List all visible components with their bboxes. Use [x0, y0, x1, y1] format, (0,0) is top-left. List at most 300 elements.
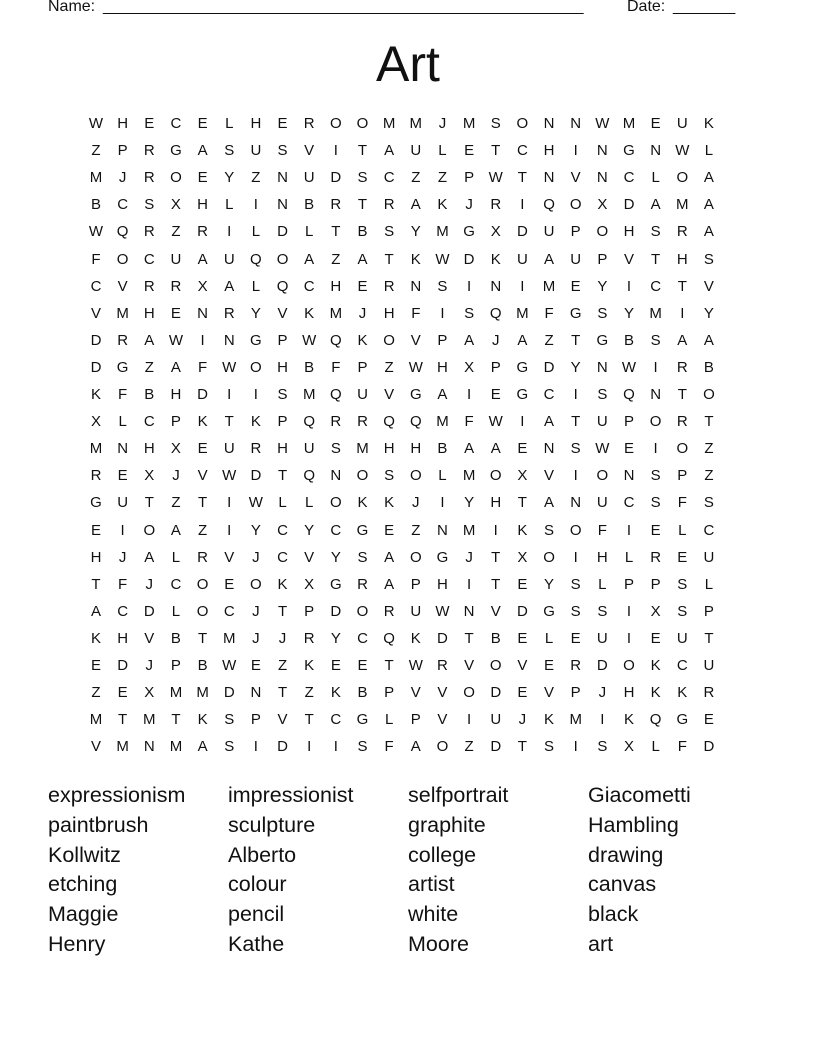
- grid-letter[interactable]: A: [703, 196, 714, 214]
- grid-letter[interactable]: V: [517, 657, 528, 674]
- grid-letter[interactable]: O: [516, 115, 529, 132]
- grid-letter[interactable]: S: [703, 494, 714, 512]
- grid-letter[interactable]: Z: [464, 738, 474, 756]
- grid-letter[interactable]: Z: [251, 169, 261, 187]
- grid-letter[interactable]: I: [520, 413, 525, 431]
- grid-letter[interactable]: F: [331, 358, 341, 376]
- grid-letter[interactable]: S: [384, 223, 395, 241]
- grid-letter[interactable]: S: [277, 142, 288, 160]
- grid-letter[interactable]: M: [676, 196, 689, 214]
- grid-letter[interactable]: I: [573, 738, 578, 756]
- grid-letter[interactable]: C: [90, 277, 102, 295]
- grid-letter[interactable]: J: [118, 169, 127, 187]
- grid-letter[interactable]: S: [597, 304, 608, 322]
- grid-letter[interactable]: V: [623, 250, 634, 268]
- grid-letter[interactable]: T: [277, 602, 288, 620]
- grid-letter[interactable]: A: [384, 575, 395, 593]
- grid-letter[interactable]: J: [172, 467, 180, 485]
- grid-letter[interactable]: A: [357, 250, 368, 268]
- grid-letter[interactable]: M: [516, 304, 529, 322]
- grid-letter[interactable]: A: [703, 169, 714, 187]
- grid-letter[interactable]: T: [357, 196, 368, 214]
- grid-letter[interactable]: A: [490, 440, 501, 458]
- grid-letter[interactable]: O: [356, 115, 369, 132]
- grid-letter[interactable]: A: [544, 413, 555, 431]
- grid-letter[interactable]: S: [597, 602, 608, 620]
- grid-letter[interactable]: R: [383, 602, 395, 620]
- grid-letter[interactable]: H: [437, 575, 448, 593]
- grid-letter[interactable]: V: [277, 711, 288, 729]
- grid-letter[interactable]: D: [623, 196, 635, 214]
- grid-letter[interactable]: Z: [171, 223, 181, 241]
- grid-letter[interactable]: P: [357, 358, 368, 376]
- grid-letter[interactable]: F: [677, 738, 687, 756]
- grid-letter[interactable]: C: [143, 250, 155, 268]
- grid-letter[interactable]: M: [436, 413, 449, 431]
- grid-letter[interactable]: W: [595, 440, 610, 458]
- grid-letter[interactable]: T: [704, 629, 714, 647]
- grid-letter[interactable]: Y: [623, 304, 634, 322]
- grid-letter[interactable]: I: [253, 196, 258, 214]
- grid-letter[interactable]: T: [144, 494, 154, 512]
- grid-letter[interactable]: R: [143, 142, 155, 160]
- grid-letter[interactable]: D: [117, 657, 129, 674]
- grid-letter[interactable]: Z: [91, 684, 101, 702]
- grid-letter[interactable]: I: [653, 358, 658, 376]
- grid-letter[interactable]: B: [304, 358, 315, 376]
- grid-letter[interactable]: U: [676, 629, 688, 647]
- grid-letter[interactable]: K: [410, 629, 421, 647]
- grid-letter[interactable]: D: [490, 684, 502, 702]
- grid-letter[interactable]: E: [384, 521, 395, 539]
- grid-letter[interactable]: S: [224, 711, 235, 729]
- grid-letter[interactable]: V: [197, 467, 208, 485]
- grid-letter[interactable]: M: [622, 115, 636, 132]
- grid-letter[interactable]: M: [116, 304, 129, 322]
- grid-letter[interactable]: T: [517, 494, 527, 512]
- grid-letter[interactable]: P: [117, 142, 128, 160]
- grid-letter[interactable]: N: [596, 169, 608, 187]
- grid-letter[interactable]: D: [330, 169, 342, 187]
- grid-letter[interactable]: J: [252, 548, 260, 566]
- grid-letter[interactable]: U: [303, 440, 315, 458]
- grid-letter[interactable]: C: [623, 494, 635, 512]
- grid-letter[interactable]: J: [145, 657, 154, 674]
- grid-letter[interactable]: N: [596, 142, 608, 160]
- grid-letter[interactable]: A: [197, 738, 208, 756]
- grid-letter[interactable]: B: [197, 657, 208, 674]
- grid-letter[interactable]: V: [410, 331, 421, 349]
- grid-letter[interactable]: Y: [304, 521, 315, 539]
- grid-letter[interactable]: C: [676, 657, 688, 674]
- grid-letter[interactable]: C: [650, 277, 662, 295]
- grid-letter[interactable]: I: [253, 386, 258, 403]
- grid-letter[interactable]: R: [143, 223, 155, 241]
- grid-letter[interactable]: E: [224, 575, 235, 593]
- grid-letter[interactable]: M: [436, 223, 449, 241]
- grid-letter[interactable]: T: [224, 413, 234, 431]
- grid-letter[interactable]: W: [168, 331, 184, 349]
- grid-letter[interactable]: K: [197, 711, 208, 729]
- grid-letter[interactable]: I: [227, 223, 232, 241]
- grid-letter[interactable]: F: [411, 304, 421, 322]
- grid-letter[interactable]: K: [623, 711, 634, 729]
- grid-letter[interactable]: S: [277, 386, 288, 403]
- grid-letter[interactable]: M: [169, 684, 183, 702]
- grid-letter[interactable]: T: [171, 711, 181, 729]
- grid-letter[interactable]: S: [330, 440, 341, 458]
- grid-letter[interactable]: B: [623, 331, 634, 349]
- grid-letter[interactable]: A: [517, 331, 528, 349]
- grid-letter[interactable]: C: [303, 277, 315, 295]
- grid-letter[interactable]: L: [225, 115, 234, 132]
- grid-letter[interactable]: T: [677, 277, 687, 295]
- grid-letter[interactable]: U: [516, 250, 528, 268]
- grid-letter[interactable]: S: [224, 738, 235, 756]
- grid-letter[interactable]: S: [650, 494, 661, 512]
- grid-letter[interactable]: D: [143, 602, 155, 620]
- grid-letter[interactable]: I: [653, 440, 658, 458]
- grid-letter[interactable]: T: [571, 331, 581, 349]
- grid-letter[interactable]: C: [703, 521, 715, 539]
- grid-letter[interactable]: O: [623, 657, 635, 674]
- grid-letter[interactable]: O: [409, 467, 422, 485]
- grid-letter[interactable]: E: [170, 304, 181, 322]
- grid-letter[interactable]: Y: [570, 358, 581, 376]
- grid-letter[interactable]: T: [277, 684, 288, 702]
- grid-letter[interactable]: B: [437, 440, 448, 458]
- grid-letter[interactable]: M: [196, 684, 209, 702]
- grid-letter[interactable]: Z: [277, 657, 288, 674]
- grid-letter[interactable]: O: [596, 467, 609, 485]
- grid-letter[interactable]: O: [383, 331, 395, 349]
- grid-letter[interactable]: T: [491, 548, 501, 566]
- grid-letter[interactable]: I: [253, 738, 258, 756]
- grid-letter[interactable]: K: [277, 575, 288, 593]
- grid-letter[interactable]: Z: [704, 467, 714, 485]
- grid-letter[interactable]: R: [676, 358, 688, 376]
- grid-letter[interactable]: A: [464, 440, 475, 458]
- grid-letter[interactable]: M: [356, 440, 369, 458]
- grid-letter[interactable]: Q: [330, 386, 342, 403]
- grid-letter[interactable]: G: [409, 386, 422, 403]
- grid-letter[interactable]: G: [116, 358, 129, 376]
- grid-letter[interactable]: A: [224, 277, 235, 295]
- grid-letter[interactable]: O: [196, 575, 209, 593]
- grid-letter[interactable]: K: [437, 196, 448, 214]
- grid-letter[interactable]: W: [488, 413, 503, 431]
- grid-letter[interactable]: B: [357, 684, 368, 702]
- grid-letter[interactable]: C: [543, 386, 555, 403]
- grid-letter[interactable]: R: [197, 223, 209, 241]
- grid-letter[interactable]: X: [90, 413, 101, 431]
- grid-letter[interactable]: V: [304, 548, 315, 566]
- date-field-line[interactable]: _______: [673, 0, 736, 15]
- grid-letter[interactable]: N: [463, 602, 475, 620]
- grid-letter[interactable]: T: [517, 738, 527, 756]
- grid-letter[interactable]: P: [490, 358, 501, 376]
- grid-letter[interactable]: I: [626, 521, 632, 539]
- grid-letter[interactable]: U: [490, 711, 502, 729]
- grid-letter[interactable]: P: [597, 250, 608, 268]
- grid-letter[interactable]: V: [384, 386, 395, 403]
- grid-letter[interactable]: K: [304, 657, 315, 674]
- grid-letter[interactable]: A: [677, 331, 688, 349]
- grid-letter[interactable]: Y: [597, 277, 608, 295]
- grid-letter[interactable]: Z: [171, 494, 181, 512]
- grid-letter[interactable]: X: [197, 277, 208, 295]
- grid-letter[interactable]: U: [410, 142, 422, 160]
- grid-letter[interactable]: N: [596, 358, 608, 376]
- grid-letter[interactable]: T: [677, 386, 687, 403]
- grid-letter[interactable]: G: [676, 711, 689, 729]
- grid-letter[interactable]: X: [650, 602, 661, 620]
- grid-letter[interactable]: I: [467, 575, 472, 593]
- grid-letter[interactable]: O: [543, 548, 555, 566]
- grid-letter[interactable]: R: [330, 196, 342, 214]
- grid-letter[interactable]: J: [438, 115, 447, 132]
- grid-letter[interactable]: P: [277, 413, 288, 431]
- grid-letter[interactable]: W: [408, 657, 423, 674]
- grid-letter[interactable]: E: [703, 711, 714, 729]
- grid-letter[interactable]: T: [571, 413, 581, 431]
- grid-letter[interactable]: T: [357, 142, 368, 160]
- grid-letter[interactable]: S: [224, 142, 235, 160]
- grid-letter[interactable]: L: [651, 169, 660, 187]
- grid-letter[interactable]: K: [677, 684, 688, 702]
- grid-letter[interactable]: U: [357, 386, 368, 403]
- grid-letter[interactable]: C: [277, 548, 288, 566]
- grid-letter[interactable]: S: [677, 575, 688, 593]
- grid-letter[interactable]: H: [490, 494, 502, 512]
- grid-letter[interactable]: D: [463, 250, 475, 268]
- grid-letter[interactable]: U: [570, 250, 582, 268]
- grid-letter[interactable]: U: [543, 223, 555, 241]
- grid-letter[interactable]: I: [573, 386, 578, 403]
- grid-letter[interactable]: J: [118, 548, 127, 566]
- grid-letter[interactable]: J: [518, 711, 527, 729]
- grid-letter[interactable]: R: [357, 413, 368, 431]
- grid-letter[interactable]: L: [544, 629, 554, 647]
- grid-letter[interactable]: N: [623, 467, 635, 485]
- grid-letter[interactable]: D: [596, 657, 608, 674]
- grid-letter[interactable]: P: [410, 711, 421, 729]
- grid-letter[interactable]: Z: [411, 169, 421, 187]
- grid-letter[interactable]: R: [676, 223, 688, 241]
- grid-letter[interactable]: H: [676, 250, 688, 268]
- grid-letter[interactable]: J: [252, 629, 260, 647]
- grid-letter[interactable]: L: [305, 223, 314, 241]
- grid-letter[interactable]: D: [516, 602, 528, 620]
- grid-letter[interactable]: U: [703, 548, 715, 566]
- grid-letter[interactable]: U: [596, 413, 608, 431]
- grid-letter[interactable]: M: [329, 304, 343, 322]
- grid-letter[interactable]: W: [408, 358, 423, 376]
- grid-letter[interactable]: O: [703, 386, 715, 403]
- grid-letter[interactable]: U: [596, 494, 608, 512]
- grid-letter[interactable]: W: [675, 142, 690, 160]
- grid-letter[interactable]: R: [143, 277, 155, 295]
- grid-letter[interactable]: U: [410, 602, 422, 620]
- grid-letter[interactable]: E: [90, 521, 101, 539]
- grid-letter[interactable]: M: [302, 386, 316, 403]
- grid-letter[interactable]: A: [90, 602, 101, 620]
- grid-letter[interactable]: K: [304, 304, 315, 322]
- grid-letter[interactable]: S: [650, 467, 661, 485]
- grid-letter[interactable]: G: [436, 548, 449, 566]
- grid-letter[interactable]: V: [437, 711, 448, 729]
- grid-letter[interactable]: O: [489, 657, 502, 674]
- grid-letter[interactable]: Y: [250, 521, 261, 539]
- grid-letter[interactable]: E: [464, 142, 475, 160]
- grid-letter[interactable]: S: [544, 521, 555, 539]
- grid-letter[interactable]: Q: [489, 304, 502, 322]
- grid-letter[interactable]: G: [170, 142, 182, 160]
- grid-letter[interactable]: K: [703, 115, 714, 132]
- grid-letter[interactable]: O: [250, 575, 262, 593]
- grid-letter[interactable]: G: [463, 223, 475, 241]
- grid-letter[interactable]: R: [330, 413, 342, 431]
- grid-letter[interactable]: U: [703, 657, 715, 674]
- grid-letter[interactable]: J: [412, 494, 420, 512]
- grid-letter[interactable]: Y: [250, 304, 261, 322]
- grid-letter[interactable]: M: [143, 711, 156, 729]
- grid-letter[interactable]: K: [90, 386, 101, 403]
- grid-letter[interactable]: S: [703, 250, 714, 268]
- grid-letter[interactable]: P: [170, 413, 181, 431]
- grid-letter[interactable]: Q: [409, 413, 422, 431]
- grid-letter[interactable]: O: [463, 684, 475, 702]
- grid-letter[interactable]: L: [704, 575, 714, 593]
- grid-letter[interactable]: V: [144, 629, 155, 647]
- grid-letter[interactable]: A: [144, 331, 155, 349]
- grid-letter[interactable]: F: [544, 304, 554, 322]
- grid-letter[interactable]: R: [250, 440, 262, 458]
- grid-letter[interactable]: A: [144, 548, 155, 566]
- grid-letter[interactable]: C: [223, 602, 235, 620]
- grid-letter[interactable]: E: [650, 521, 661, 539]
- grid-letter[interactable]: N: [490, 277, 502, 295]
- grid-letter[interactable]: F: [118, 575, 128, 593]
- grid-letter[interactable]: S: [570, 602, 581, 620]
- grid-letter[interactable]: Y: [224, 169, 235, 187]
- grid-letter[interactable]: X: [490, 223, 501, 241]
- grid-letter[interactable]: C: [117, 196, 129, 214]
- grid-letter[interactable]: K: [384, 494, 395, 512]
- grid-letter[interactable]: E: [90, 657, 101, 674]
- grid-letter[interactable]: W: [88, 223, 104, 241]
- grid-letter[interactable]: L: [251, 223, 261, 241]
- grid-letter[interactable]: D: [277, 738, 288, 756]
- grid-letter[interactable]: M: [89, 169, 103, 187]
- grid-letter[interactable]: H: [623, 684, 635, 702]
- grid-letter[interactable]: A: [544, 250, 555, 268]
- grid-letter[interactable]: C: [330, 521, 342, 539]
- grid-letter[interactable]: R: [90, 467, 102, 485]
- grid-letter[interactable]: R: [223, 304, 235, 322]
- grid-letter[interactable]: R: [117, 331, 129, 349]
- grid-letter[interactable]: C: [330, 711, 342, 729]
- grid-letter[interactable]: C: [143, 413, 155, 431]
- grid-letter[interactable]: W: [222, 467, 237, 485]
- grid-letter[interactable]: X: [517, 467, 528, 485]
- grid-letter[interactable]: W: [88, 115, 104, 132]
- grid-letter[interactable]: V: [464, 657, 475, 674]
- grid-letter[interactable]: H: [250, 115, 262, 132]
- grid-letter[interactable]: H: [410, 440, 422, 458]
- grid-letter[interactable]: R: [357, 575, 368, 593]
- grid-letter[interactable]: V: [277, 304, 288, 322]
- grid-letter[interactable]: Q: [303, 467, 316, 485]
- grid-letter[interactable]: F: [91, 250, 101, 268]
- grid-letter[interactable]: Y: [330, 629, 341, 647]
- grid-letter[interactable]: D: [90, 331, 102, 349]
- grid-letter[interactable]: B: [357, 223, 368, 241]
- grid-letter[interactable]: P: [623, 413, 634, 431]
- grid-letter[interactable]: S: [650, 223, 661, 241]
- grid-letter[interactable]: S: [597, 386, 608, 403]
- grid-letter[interactable]: C: [117, 602, 129, 620]
- grid-letter[interactable]: G: [623, 142, 635, 160]
- grid-letter[interactable]: O: [330, 115, 342, 132]
- grid-letter[interactable]: K: [650, 684, 661, 702]
- grid-letter[interactable]: R: [676, 413, 688, 431]
- grid-letter[interactable]: N: [543, 169, 555, 187]
- grid-letter[interactable]: I: [520, 277, 525, 295]
- grid-letter[interactable]: P: [570, 223, 581, 241]
- grid-letter[interactable]: H: [143, 440, 155, 458]
- grid-letter[interactable]: I: [573, 467, 578, 485]
- grid-letter[interactable]: I: [440, 494, 445, 512]
- grid-letter[interactable]: E: [517, 629, 528, 647]
- grid-letter[interactable]: T: [491, 142, 501, 160]
- grid-letter[interactable]: N: [437, 521, 448, 539]
- grid-letter[interactable]: L: [678, 521, 687, 539]
- grid-letter[interactable]: R: [650, 548, 662, 566]
- grid-letter[interactable]: O: [649, 413, 662, 431]
- grid-letter[interactable]: I: [333, 738, 338, 756]
- grid-letter[interactable]: P: [410, 575, 421, 593]
- grid-letter[interactable]: V: [570, 169, 581, 187]
- grid-letter[interactable]: S: [357, 738, 368, 756]
- grid-letter[interactable]: R: [170, 277, 182, 295]
- grid-letter[interactable]: B: [170, 629, 181, 647]
- grid-letter[interactable]: H: [90, 548, 102, 566]
- grid-letter[interactable]: M: [462, 115, 476, 132]
- grid-letter[interactable]: Z: [144, 358, 154, 376]
- grid-letter[interactable]: G: [250, 331, 262, 349]
- grid-letter[interactable]: C: [170, 575, 182, 593]
- grid-letter[interactable]: T: [118, 711, 128, 729]
- grid-letter[interactable]: P: [703, 602, 714, 620]
- grid-letter[interactable]: N: [277, 169, 288, 187]
- grid-letter[interactable]: S: [464, 304, 475, 322]
- grid-letter[interactable]: E: [250, 657, 261, 674]
- grid-letter[interactable]: N: [650, 386, 662, 403]
- grid-letter[interactable]: V: [410, 684, 421, 702]
- grid-letter[interactable]: N: [543, 440, 555, 458]
- grid-letter[interactable]: Q: [276, 277, 289, 295]
- grid-letter[interactable]: K: [517, 521, 528, 539]
- grid-letter[interactable]: L: [704, 142, 714, 160]
- grid-letter[interactable]: O: [676, 169, 689, 187]
- grid-letter[interactable]: I: [227, 386, 232, 403]
- grid-letter[interactable]: R: [383, 196, 395, 214]
- grid-letter[interactable]: A: [464, 331, 475, 349]
- grid-letter[interactable]: P: [570, 684, 581, 702]
- grid-letter[interactable]: Z: [704, 440, 714, 458]
- grid-letter[interactable]: K: [90, 629, 101, 647]
